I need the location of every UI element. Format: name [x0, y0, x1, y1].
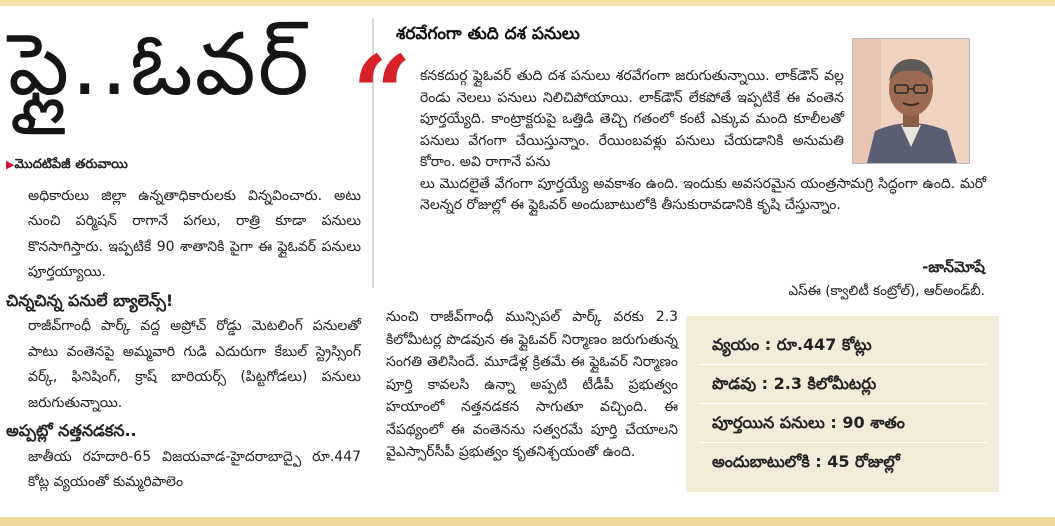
- quote-text-part-2: లు మొదలైతే వేగంగా పూర్తయ్యే అవకాశం ఉంది. ఇందుకు అవసరమైన యంత్రసామగ్రి సిద్ధంగా ఉంది. మరో నెలన్నర రోజుల్లో ఈ ఫ్లైఓవర్ అందుబాటులోకి తీసుకురావడానికి కృషి చేస్తున్నాం.: [420, 175, 986, 213]
- facts-box: [686, 316, 999, 492]
- left-paragraph-2: రాజీవ్‌గాంధీ పార్క్ వద్ద అప్రోచ్ రోడ్డు మెటలింగ్ పనులతో పాటు వంతెనపై అమ్మవారి గుడి ఎదురుగా కేబుల్ స్ట్రెస్సింగ్ వర్క్, ఫినిషింగ్, క్రాష్ బారియర్స్ (పిట్టగోడలు) పనులు జరుగుతున్నాయి.: [28, 318, 361, 411]
- fact-length: పొడవు : 2.3 కిలోమీటర్లు: [712, 374, 877, 393]
- middle-paragraph: నుంచి రాజీవ్‌గాంధీ మున్సిపల్ పార్క్ వరకు 2.3 కిలోమీటర్ల పొడవున ఈ ఫ్లైఓవర్ నిర్మాణం జరుగుతున్న సంగతి తెలిసిందే. మూడేళ్ల క్రితమే ఈ ఫ్లైఓవర్ నిర్మాణం పూర్తి కావలసి ఉన్నా అప్పటి టీడీపీ ప్రభుత్వం హయాంలో నత్తనడకన సాగుతూ వచ్చింది. ఈ నేపథ్యంలో ఈ వంతెనను సత్వరమే పూర్తి చేయాలని వైఎస్సార్‌సీపీ ప్రభుత్వం కృతనిశ్చయంతో ఉంది.: [386, 309, 678, 460]
- quote-mark: “: [352, 32, 412, 155]
- bottom-rule: [0, 517, 1055, 526]
- fact-completed: పూర్తయిన పనులు : 90 శాతం: [712, 413, 905, 432]
- subheading-then: అప్పట్లో నత్తనడకన..: [6, 421, 137, 440]
- left-column: [6, 152, 361, 498]
- quote-text-part-1: కనకదుర్గ ఫ్లైఓవర్ తుది దశ పనులు శరవేగంగా జరుగుతున్నాయి. లాక్‌డౌన్ వల్ల రెండు నెలలు పనులు నిలిచిపోయాయి. లాక్‌డౌన్ లేకపోతే ఇప్పటికే ఈ వంతెన పూర్తయ్యేది. కాంట్రాక్టరుపై ఒత్తిడి తెచ్చి గతంలో కంటే ఎక్కువ మంది కూలీలతో పనులు వేగంగా చేయిస్తున్నాం. రేయింబవళ్లు పనులు చేయడానికి అనుమతి కోరాం. అవి రాగానే పను: [420, 68, 844, 170]
- continuation-note: [6, 152, 361, 178]
- top-rule: [0, 0, 1055, 6]
- triangle-icon: ▶: [6, 158, 15, 171]
- headline: ఫ్లై..ఓవర్: [8, 15, 311, 115]
- subheading-balance: చిన్నచిన్న పనులే బ్యాలెన్స్!: [6, 290, 174, 310]
- quote-author: -జాన్‌మోషే: [922, 258, 985, 276]
- left-paragraph-1: అధికారులు జిల్లా ఉన్నతాధికారులకు విన్నవించారు. అటు నుంచి పర్మిషన్ రాగానే పగలు, రాత్రి కూడా పనులు కొనసాగిస్తారు. ఇప్పటికే 90 శాతానికి పైగా ఈ ఫ్లైఓవర్ పనులు పూర్తయ్యాయి.: [28, 187, 361, 280]
- continuation-label: మొదటిపేజీ తరువాయి: [14, 157, 128, 172]
- middle-column: [386, 306, 678, 464]
- fact-availability: అందుబాటులోకి : 45 రోజుల్లో: [712, 452, 900, 471]
- quote-body: [420, 66, 986, 217]
- fact-cost: వ్యయం : రూ.447 కోట్లు: [712, 335, 872, 354]
- left-paragraph-3: జాతీయ రహదారి-65 విజయవాడ-హైదరాబాద్పై రూ.447 కోట్ల వ్యయంతో కుమ్మరిపాలెం: [28, 448, 361, 490]
- quote-box-title: శరవేగంగా తుది దశ పనులు: [396, 24, 580, 44]
- quote-designation: ఎస్ఈ (క్వాలిటీ కంట్రోల్), ఆర్అండ్‌బీ.: [788, 283, 985, 299]
